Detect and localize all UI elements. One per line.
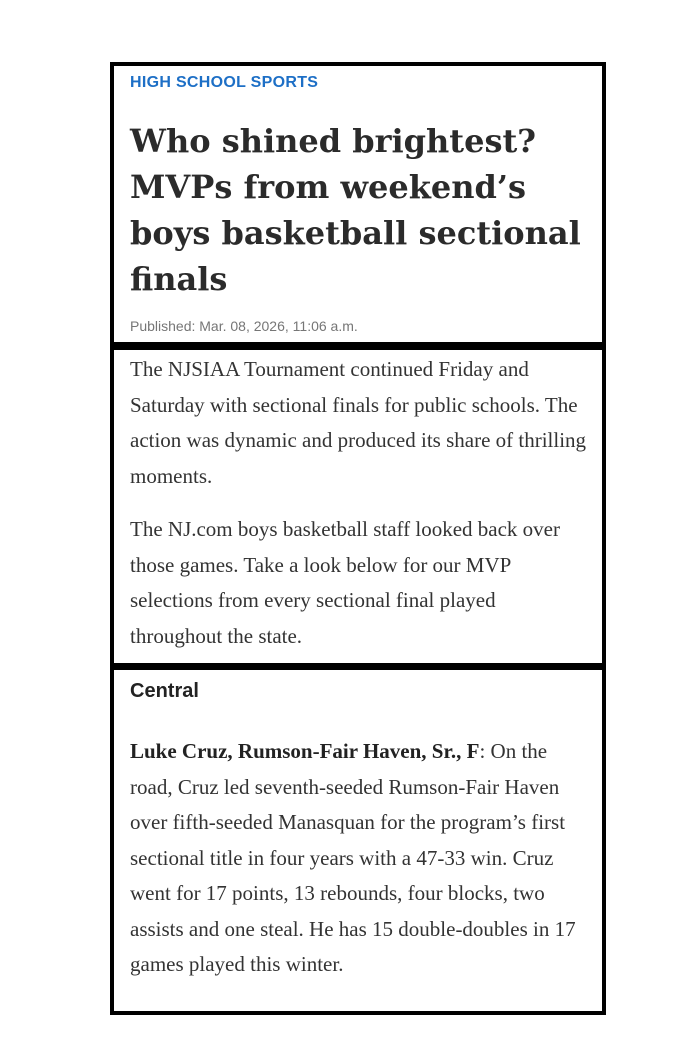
mvp-paragraph <box>130 734 592 983</box>
intro-paragraph: The NJSIAA Tournament continued Friday and Saturday with sectional finals for public schools. The action was dynamic and produced its share of thrilling moments. <box>130 357 587 488</box>
mvp-description: : On the road, Cruz led seventh-seeded Rumson-Fair Haven over fifth-seeded Manasquan for the program’s first sectional title in four years with a 47-33 win. Cruz went for 17 points, 13 rebounds, four blocks, two assists and one steal. He has 15 double-doubles in 17 games played this winter. <box>130 739 576 976</box>
article-header <box>110 62 606 346</box>
player-name: Luke Cruz, Rumson-Fair Haven, Sr., F <box>130 739 480 763</box>
published-timestamp: Published: Mar. 08, 2026, 11:06 a.m. <box>130 318 358 334</box>
central-section <box>110 666 606 1015</box>
section-heading-central: Central <box>130 680 199 702</box>
article-intro <box>110 346 606 667</box>
intro-paragraph: The NJ.com boys basketball staff looked back over those games. Take a look below for our MVP selections from every sectional final played throughout the state. <box>130 517 560 648</box>
section-label[interactable]: HIGH SCHOOL SPORTS <box>130 74 319 91</box>
article-headline: Who shined brightest? MVPs from weekend’s boys basketball sectional finals <box>130 122 581 298</box>
